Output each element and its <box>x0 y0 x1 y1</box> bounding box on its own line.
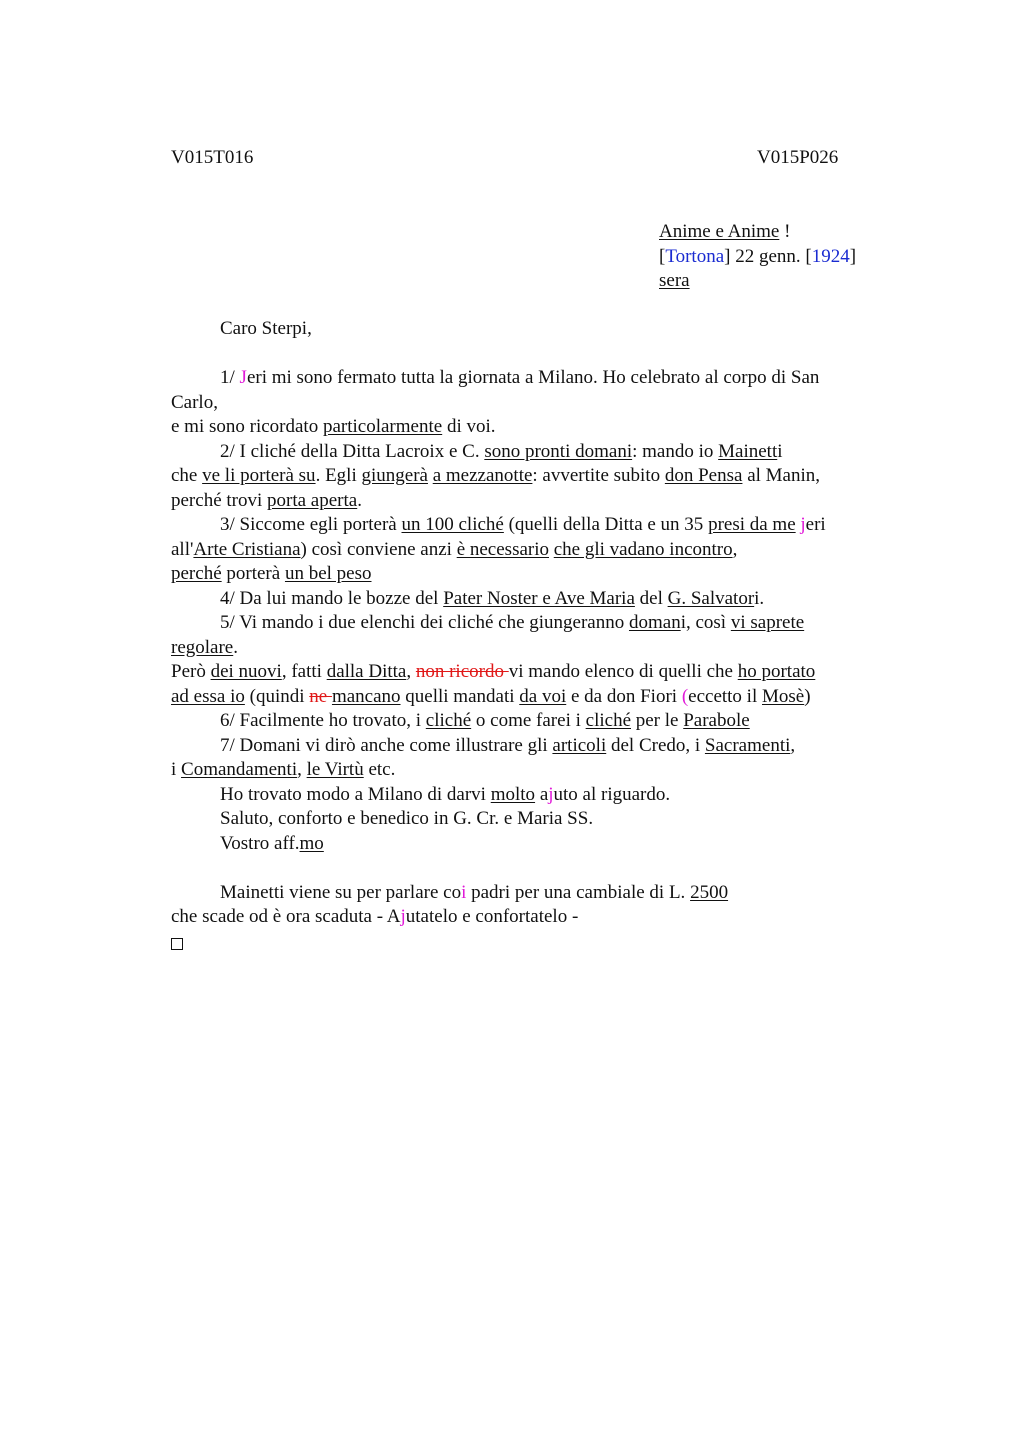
text-run: a mezzanotte <box>432 465 533 486</box>
text-run: i. <box>754 587 765 609</box>
text-run: che scade od è ora scaduta - A <box>171 906 401 927</box>
text-run: articoli <box>552 734 607 756</box>
text-run: doman <box>628 612 681 633</box>
paragraph-4 <box>171 587 891 612</box>
text-line <box>171 489 891 514</box>
year: 1924 <box>811 245 850 267</box>
text-run: porterà <box>221 563 285 584</box>
text-run: molto <box>490 783 536 805</box>
text-run: i, così <box>680 612 731 633</box>
text-run: ad essa io <box>171 685 245 707</box>
text-run: 6/ <box>220 710 240 731</box>
text-run: , fatti <box>281 661 327 682</box>
deleted-text: ne <box>309 685 332 707</box>
text-run: eccetto il <box>688 685 762 707</box>
heading-title <box>659 220 856 245</box>
text-run: uto al riguardo. <box>553 783 671 805</box>
paragraph-6 <box>171 709 891 734</box>
paragraph-5 <box>171 611 891 636</box>
text-run: di voi. <box>442 416 496 437</box>
text-run: eri <box>805 514 826 535</box>
text-run: : avvertite subito <box>532 465 665 486</box>
text-run: del <box>634 587 668 609</box>
text-run: un 100 cliché <box>401 514 504 535</box>
text-run: ve li porterà su <box>202 465 316 486</box>
text-run: (quelli della Ditta e un 35 <box>503 514 709 535</box>
text-run: e mi sono ricordato <box>171 416 323 437</box>
text-run: perché <box>171 563 222 584</box>
text-run: che <box>171 465 203 486</box>
paragraph-1 <box>171 366 891 391</box>
postscript-line-1 <box>171 881 891 906</box>
text-run: [ <box>805 245 812 267</box>
text-run: quelli mandati <box>400 685 520 707</box>
text-run: i <box>777 440 783 462</box>
text-run: ] <box>849 245 857 267</box>
heading-time: sera <box>659 270 690 291</box>
text-run: ) così conviene anzi <box>300 538 457 560</box>
text-run: 2/ <box>220 440 240 462</box>
text-run: vi saprete <box>730 612 805 633</box>
text-run: del Credo, i <box>606 734 705 756</box>
text-run: mancano <box>331 685 401 707</box>
text-run: all' <box>171 538 194 560</box>
text-run: 22 genn. <box>730 245 806 267</box>
text-run: da voi <box>519 685 567 707</box>
text-run: Vostro aff. <box>220 832 300 854</box>
text-run: e da don Fiori <box>566 685 682 707</box>
text-run: [ <box>659 245 666 267</box>
text-line <box>171 391 891 416</box>
text-run: , <box>406 661 416 682</box>
text-run: Sacramenti <box>704 734 791 756</box>
text-run: . <box>357 489 362 511</box>
text-run: a <box>535 783 549 805</box>
document-code-right: V015P026 <box>757 147 839 168</box>
text-run: ) <box>804 685 811 707</box>
text-run: Da lui mando le bozze del <box>239 587 444 609</box>
text-run: j <box>800 514 806 535</box>
paragraph-7 <box>171 734 891 759</box>
text-run: 4/ <box>220 587 240 609</box>
text-run: cliché <box>585 710 631 731</box>
text-run: le Virtù <box>306 759 364 780</box>
text-run: ho portato <box>737 661 816 682</box>
text-run: padri per una cambiale di L. <box>466 881 691 903</box>
place-name: Tortona <box>665 245 725 267</box>
text-run: 1/ <box>220 367 240 388</box>
text-run: un bel peso <box>284 563 372 584</box>
text-run: cliché <box>425 710 472 731</box>
text-run: Vi mando i due elenchi dei cliché che giungeranno <box>239 612 629 633</box>
signature-line <box>171 832 891 857</box>
deleted-text: non ricordo <box>415 661 509 682</box>
text-run: regolare <box>171 636 234 658</box>
text-run: Ho trovato modo a Milano di darvi <box>220 783 491 805</box>
text-line <box>171 464 891 489</box>
text-run: , <box>732 538 738 560</box>
text-run: Comandamenti <box>181 759 298 780</box>
text-run: che gli vadano incontro <box>553 538 733 560</box>
checkbox-square-icon <box>171 938 183 950</box>
text-run: , <box>297 759 307 780</box>
text-run: mo <box>299 832 324 854</box>
text-run: Parabole <box>683 710 750 731</box>
text-run: dei nuovi <box>210 661 282 682</box>
heading-place-date <box>659 245 856 270</box>
closing-line-2 <box>171 807 891 832</box>
text-run: . Egli <box>315 465 362 486</box>
postscript-line-2 <box>171 905 891 930</box>
text-run: etc. <box>363 759 396 780</box>
text-run: Anime e Anime <box>659 221 780 242</box>
text-run: per le <box>631 710 684 731</box>
text-run: utatelo e confortatelo - <box>405 906 579 927</box>
text-run: dalla Ditta <box>326 661 407 682</box>
text-run: 5/ <box>220 612 240 633</box>
document-code-left: V015T016 <box>171 147 254 168</box>
text-run: j <box>548 783 554 805</box>
letter-body <box>171 366 891 954</box>
text-run: ! <box>779 221 791 242</box>
text-run: , <box>790 734 796 756</box>
paragraph-2 <box>171 440 891 465</box>
text-run: particolarmente <box>322 416 443 437</box>
text-line <box>171 538 891 563</box>
text-run: Saluto, conforto e benedico in G. Cr. e Maria SS. <box>220 808 594 829</box>
text-line <box>171 930 891 955</box>
text-line <box>171 660 891 685</box>
text-run: eri mi sono fermato tutta la giornata a Milano. Ho celebrato al corpo di San <box>246 367 820 388</box>
text-run: è necessario <box>456 538 549 560</box>
closing-line-1 <box>171 783 891 808</box>
text-run: o come farei i <box>471 710 586 731</box>
text-run: Pater Noster e Ave Maria <box>443 587 635 609</box>
text-run: 3/ <box>220 514 240 535</box>
text-run: (quindi <box>244 685 310 707</box>
text-line <box>171 562 891 587</box>
paragraph-3 <box>171 513 891 538</box>
text-run: i <box>171 759 182 780</box>
text-line <box>171 415 891 440</box>
text-line <box>171 856 891 881</box>
text-line <box>171 685 891 710</box>
text-run: porta aperta <box>267 489 358 511</box>
text-run: giungerà <box>361 465 428 486</box>
text-run: j <box>400 906 406 927</box>
text-run: Carlo, <box>171 391 218 413</box>
text-run: : mando io <box>632 440 719 462</box>
salutation: Caro Sterpi, <box>220 318 312 339</box>
text-run: sono pronti domani <box>484 440 633 462</box>
text-run: ( <box>681 685 689 707</box>
text-run: . <box>233 636 238 658</box>
text-run: presi da me <box>708 514 796 535</box>
text-run: I cliché della Ditta Lacroix e C. <box>239 440 485 462</box>
text-run: don Pensa <box>664 465 743 486</box>
text-run: Siccome egli porterà <box>239 514 402 535</box>
text-run: al Manin, <box>742 465 821 486</box>
text-run: 2500 <box>690 881 729 903</box>
text-run: i <box>461 881 467 903</box>
text-run: G. Salvator <box>667 587 755 609</box>
text-run: J <box>239 367 247 388</box>
text-run: Arte Cristiana <box>193 538 301 560</box>
text-run: ] <box>724 245 731 267</box>
text-run: Però <box>171 661 211 682</box>
text-run: vi mando elenco di quelli che <box>508 661 738 682</box>
text-run: Mainett <box>718 440 778 462</box>
text-run: Facilmente ho trovato, i <box>239 710 426 731</box>
letter-heading <box>659 220 856 294</box>
text-run: Domani vi dirò anche come illustrare gli <box>239 734 553 756</box>
text-line <box>171 758 891 783</box>
text-run: Mainetti viene su per parlare co <box>220 881 462 903</box>
text-run: perché trovi <box>171 489 268 511</box>
text-run: Mosè <box>762 685 805 707</box>
text-run: 7/ <box>220 734 240 756</box>
text-line <box>171 636 891 661</box>
